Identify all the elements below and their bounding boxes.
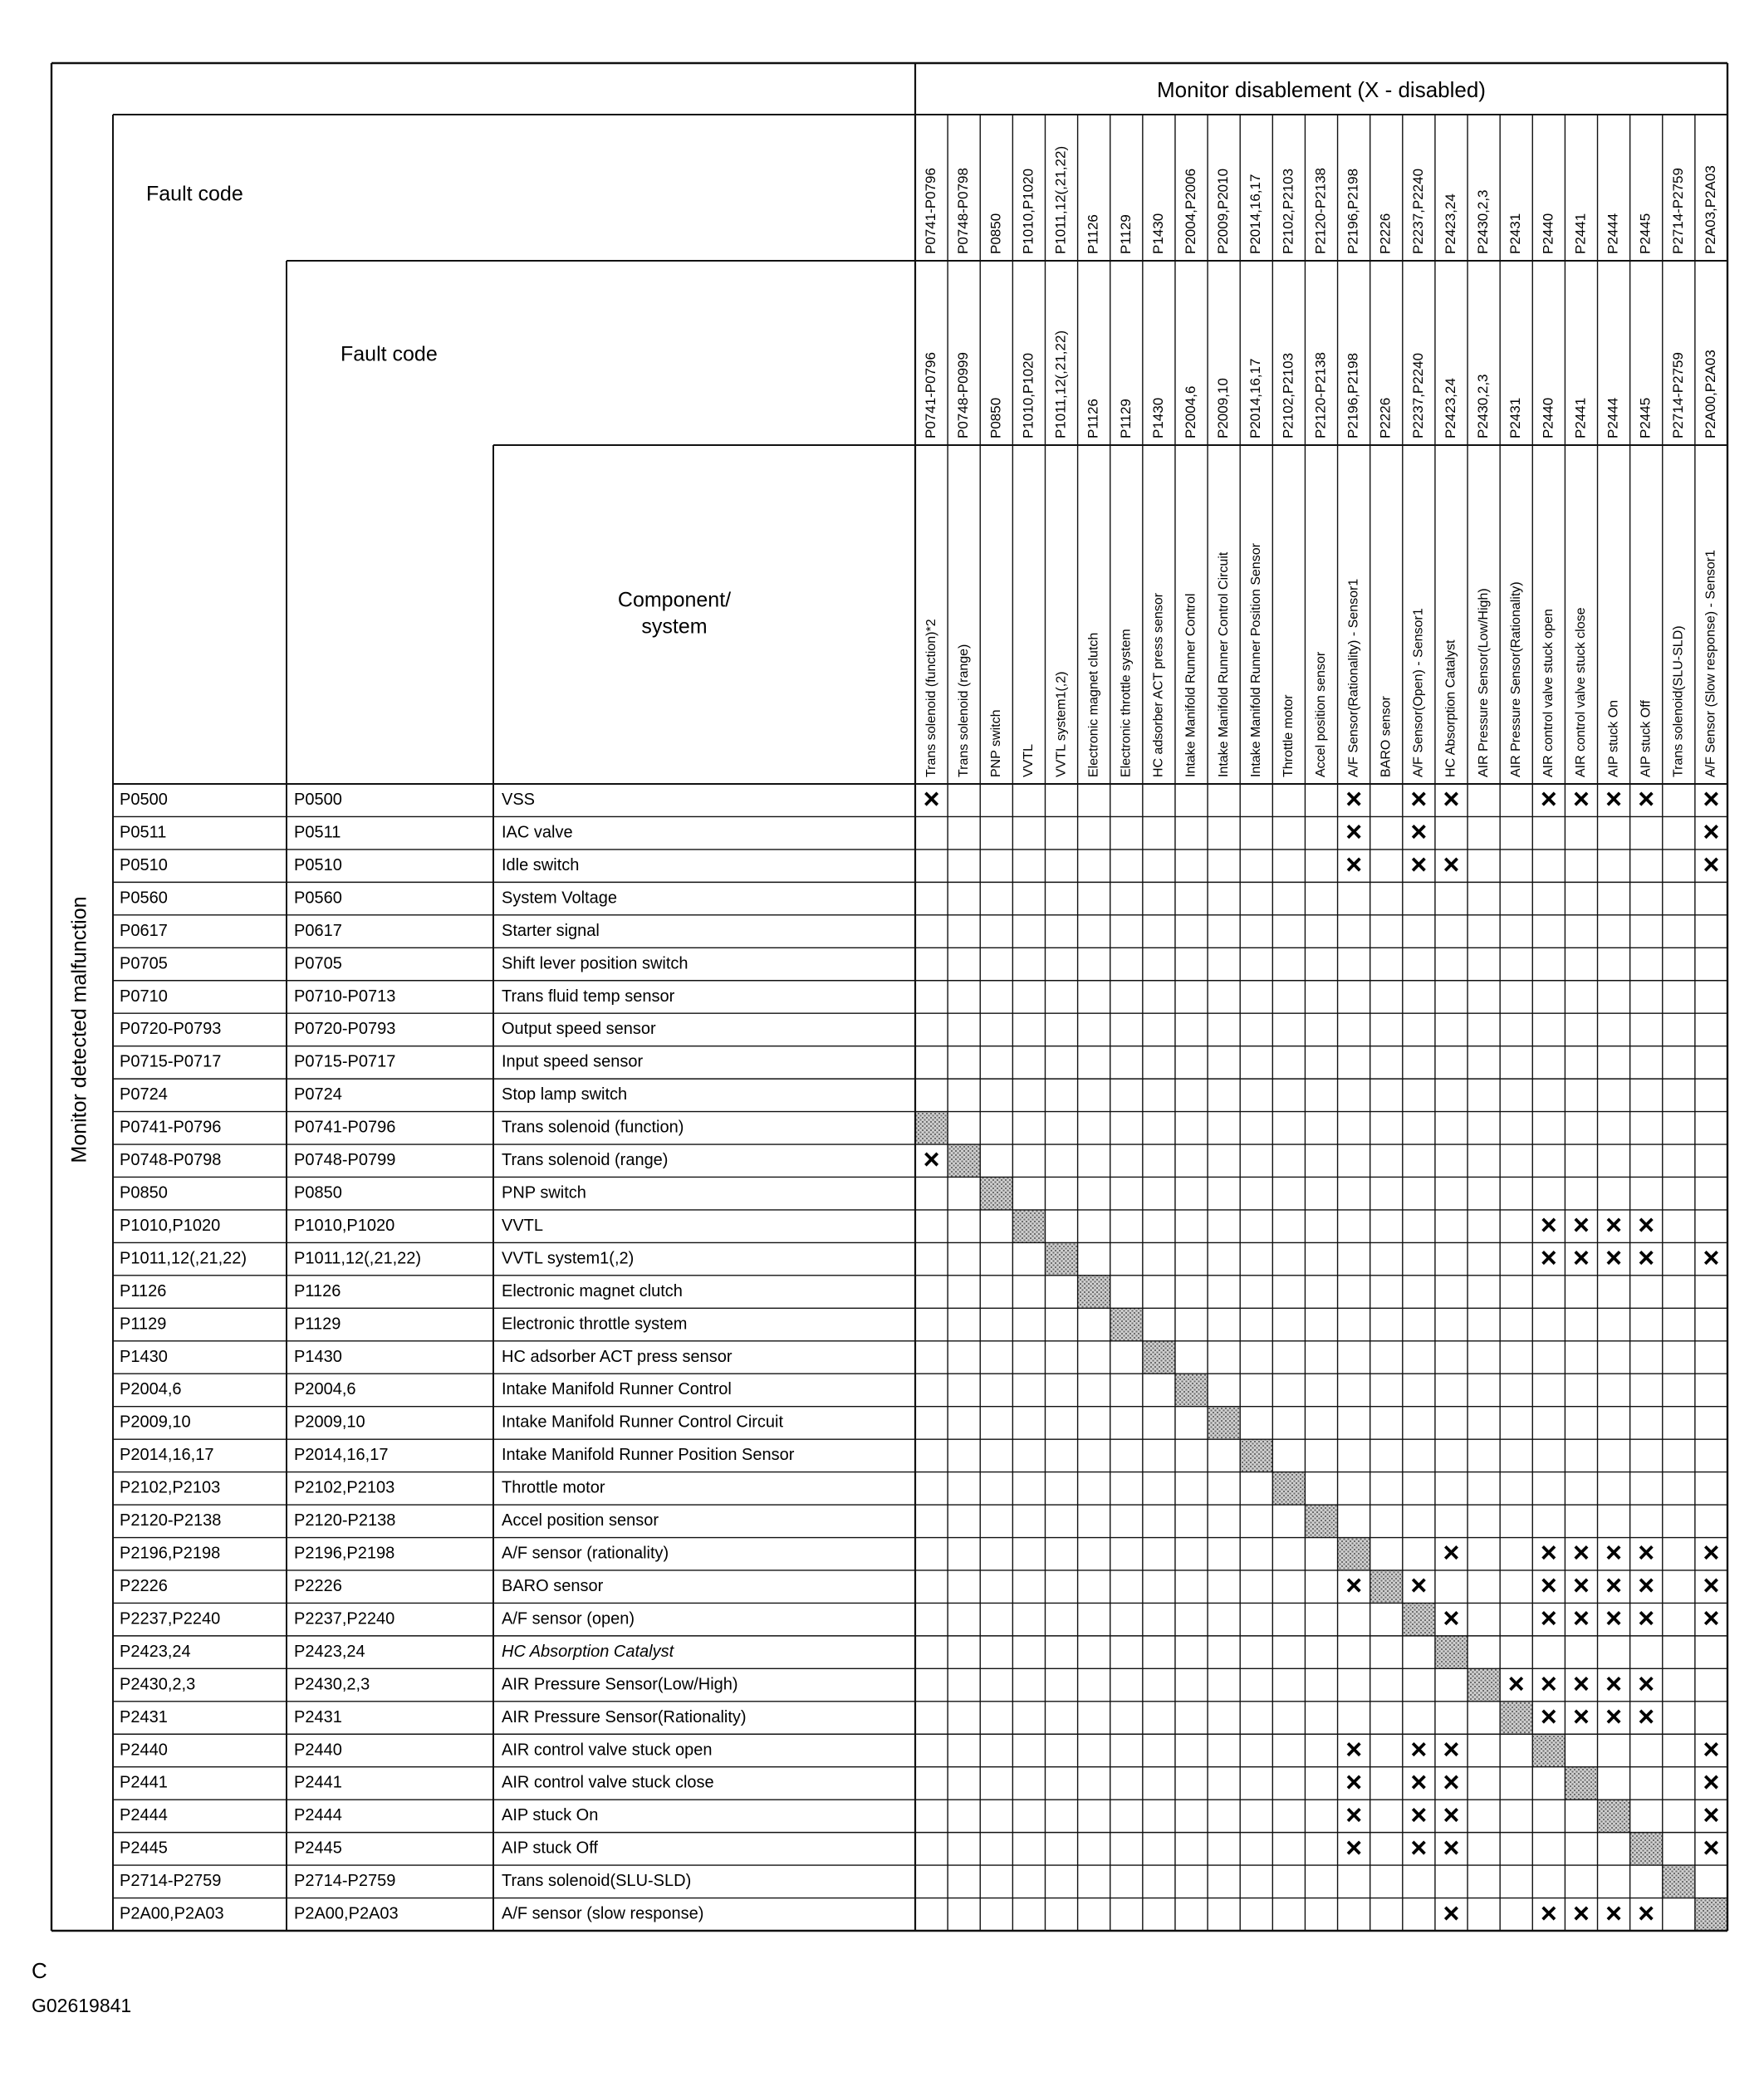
row-code-2: P1129 [294, 1315, 341, 1334]
row-code-2: P2226 [294, 1576, 342, 1595]
disabled-mark: × [1443, 1832, 1460, 1864]
row-code-2: P2423,24 [294, 1642, 365, 1661]
row-component: Electronic magnet clutch [502, 1281, 683, 1300]
disabled-mark: × [1540, 1209, 1557, 1241]
row-component: HC adsorber ACT press sensor [502, 1347, 733, 1366]
row-code-2: P1430 [294, 1347, 342, 1366]
column-code-1: P2009,P2010 [1215, 168, 1232, 254]
row-code-2: P2444 [294, 1806, 342, 1825]
column-code-2: P2714-P2759 [1669, 352, 1686, 438]
row-component: PNP switch [502, 1183, 586, 1202]
row-code-2: P0748-P0799 [294, 1151, 396, 1170]
shaded-cell [1208, 1407, 1240, 1439]
disabled-mark: × [1345, 1832, 1363, 1864]
disabled-mark: × [1638, 1701, 1655, 1733]
row-code-2: P2004,6 [294, 1380, 356, 1399]
figure-id: G02619841 [32, 1995, 132, 2016]
shaded-cell [1435, 1636, 1468, 1668]
disabled-mark: × [1443, 849, 1460, 881]
disabled-mark: × [1443, 1537, 1460, 1570]
disabled-mark: × [1540, 1242, 1557, 1275]
row-component: AIR control valve stuck open [502, 1741, 713, 1760]
row-code-2: P2196,P2198 [294, 1544, 395, 1563]
shaded-cell [1630, 1833, 1663, 1865]
row-code-1: P2431 [120, 1707, 168, 1726]
disabled-mark: × [1573, 1668, 1590, 1701]
row-code-1: P1129 [120, 1315, 167, 1334]
disabled-mark: × [1540, 1701, 1557, 1733]
disabled-mark: × [1410, 783, 1428, 815]
disabled-mark: × [1605, 1603, 1623, 1635]
disabled-mark: × [1443, 1766, 1460, 1799]
disabled-mark: × [1638, 1570, 1655, 1602]
column-code-1: P2440 [1540, 213, 1556, 254]
row-component: AIR Pressure Sensor(Rationality) [502, 1707, 747, 1726]
row-component: Accel position sensor [502, 1511, 659, 1530]
disabled-mark: × [1540, 1898, 1557, 1930]
column-code-1: P2237,P2240 [1409, 168, 1426, 254]
row-code-2: P1126 [294, 1281, 341, 1300]
row-code-2: P2A00,P2A03 [294, 1904, 399, 1923]
shaded-cell [1500, 1702, 1532, 1734]
column-code-1: P2714-P2759 [1669, 168, 1686, 254]
disabled-mark: × [1345, 783, 1363, 815]
row-code-1: P2430,2,3 [120, 1675, 196, 1694]
column-code-2: P1010,P1020 [1020, 352, 1036, 438]
column-code-1: P2423,24 [1442, 193, 1458, 254]
row-code-1: P2A00,P2A03 [120, 1904, 224, 1923]
disabled-mark: × [1443, 1898, 1460, 1930]
column-component: AIP stuck Off [1639, 700, 1654, 777]
row-code-1: P0741-P0796 [120, 1118, 222, 1137]
row-component: A/F sensor (open) [502, 1609, 635, 1628]
column-component: AIR control valve stuck close [1574, 607, 1589, 777]
column-code-2: P2431 [1507, 397, 1524, 438]
column-code-2: P2014,16,17 [1247, 358, 1264, 438]
row-component: BARO sensor [502, 1576, 604, 1595]
column-component: AIR Pressure Sensor(Rationality) [1508, 581, 1523, 777]
column-code-2: P2120-P2138 [1312, 352, 1329, 438]
row-code-1: P1430 [120, 1347, 168, 1366]
disabled-mark: × [1703, 1766, 1720, 1799]
row-code-1: P0617 [120, 921, 168, 940]
row-code-1: P2423,24 [120, 1642, 191, 1661]
shaded-cell [1110, 1308, 1143, 1340]
shaded-cell [915, 1112, 948, 1144]
row-code-1: P2196,P2198 [120, 1544, 221, 1563]
disabled-mark: × [1573, 1242, 1590, 1275]
column-component: Electronic throttle system [1119, 629, 1134, 777]
row-code-1: P1011,12(,21,22) [120, 1249, 247, 1268]
column-component: A/F Sensor(Rationality) - Sensor1 [1346, 578, 1361, 777]
row-code-1: P2102,P2103 [120, 1478, 221, 1497]
column-code-1: P2014,16,17 [1247, 174, 1264, 254]
row-component: IAC valve [502, 823, 573, 842]
column-code-2: P2445 [1637, 397, 1654, 438]
fault-code-header-2: Fault code [341, 342, 438, 366]
column-code-1: P2102,P2103 [1280, 168, 1296, 254]
row-component: A/F sensor (rationality) [502, 1544, 669, 1563]
disabled-mark: × [1410, 1733, 1428, 1765]
row-code-1: P2440 [120, 1741, 168, 1760]
disabled-mark: × [1703, 816, 1720, 849]
disabled-mark: × [1345, 1766, 1363, 1799]
disabled-mark: × [1638, 1603, 1655, 1635]
row-code-1: P0510 [120, 855, 168, 874]
column-component: A/F Sensor(Open) - Sensor1 [1411, 608, 1426, 777]
row-code-2: P0511 [294, 823, 341, 842]
row-code-1: P2009,10 [120, 1413, 191, 1432]
disabled-mark: × [1443, 1799, 1460, 1831]
disabled-mark: × [1540, 1603, 1557, 1635]
row-code-2: P0500 [294, 791, 342, 810]
row-component: HC Absorption Catalyst [502, 1642, 674, 1661]
column-code-2: P0748-P0999 [955, 352, 972, 438]
row-code-2: P0710-P0713 [294, 987, 396, 1006]
disabled-mark: × [1410, 1766, 1428, 1799]
disabled-mark: × [1703, 849, 1720, 881]
column-code-1: P0741-P0796 [923, 168, 939, 254]
column-code-2: P2226 [1377, 397, 1394, 438]
disabled-mark: × [1443, 1733, 1460, 1765]
row-code-2: P2430,2,3 [294, 1675, 370, 1694]
disabled-mark: × [1573, 1603, 1590, 1635]
row-code-2: P0724 [294, 1085, 342, 1104]
row-component: Input speed sensor [502, 1052, 644, 1071]
column-code-1: P1010,P1020 [1020, 168, 1036, 254]
row-code-1: P2014,16,17 [120, 1446, 214, 1465]
column-code-1: P1011,12(,21,22) [1052, 145, 1069, 254]
column-code-1: P1126 [1085, 214, 1101, 254]
row-component: System Voltage [502, 889, 617, 908]
column-code-1: P2226 [1377, 213, 1394, 254]
row-code-1: P0500 [120, 791, 168, 810]
row-code-1: P1010,P1020 [120, 1216, 221, 1235]
shaded-cell [1565, 1767, 1597, 1800]
disabled-mark: × [1605, 1898, 1623, 1930]
column-code-1: P2430,2,3 [1475, 189, 1492, 254]
disabled-mark: × [1605, 1701, 1623, 1733]
column-code-2: P1129 [1117, 399, 1134, 438]
row-component: Output speed sensor [502, 1020, 656, 1039]
disabled-mark: × [1638, 1537, 1655, 1570]
column-code-1: P2431 [1507, 213, 1524, 254]
column-code-2: P1430 [1149, 397, 1166, 438]
column-component: AIR control valve stuck open [1541, 609, 1556, 777]
row-code-1: P0511 [120, 823, 167, 842]
disabled-mark: × [1573, 1701, 1590, 1733]
disabled-mark: × [1638, 1209, 1655, 1241]
disabled-mark: × [1638, 1242, 1655, 1275]
column-code-2: P0850 [987, 397, 1004, 438]
disabled-mark: × [1703, 1799, 1720, 1831]
disabled-mark: × [1443, 1603, 1460, 1635]
row-code-2: P1010,P1020 [294, 1216, 395, 1235]
column-code-2: P0741-P0796 [923, 352, 939, 438]
row-code-1: P0710 [120, 987, 168, 1006]
row-component: Trans solenoid(SLU-SLD) [502, 1872, 692, 1891]
row-code-1: P2714-P2759 [120, 1872, 222, 1891]
disabled-mark: × [1345, 816, 1363, 849]
column-code-2: P2102,P2103 [1280, 352, 1296, 438]
column-code-1: P2444 [1605, 213, 1621, 254]
row-component: VSS [502, 791, 536, 810]
column-component: A/F Sensor (Slow response) - Sensor1 [1703, 550, 1718, 777]
disabled-mark: × [1410, 1570, 1428, 1602]
shaded-cell [980, 1177, 1012, 1209]
row-code-1: P2441 [120, 1773, 168, 1792]
disabled-mark: × [1703, 1603, 1720, 1635]
disabled-mark: × [1605, 1209, 1623, 1241]
row-component: AIR control valve stuck close [502, 1773, 714, 1792]
row-code-2: P2440 [294, 1741, 342, 1760]
disabled-mark: × [1573, 783, 1590, 815]
row-code-1: P0724 [120, 1085, 168, 1104]
disabled-mark: × [923, 783, 940, 815]
disabled-mark: × [1605, 1242, 1623, 1275]
disabled-mark: × [1573, 1537, 1590, 1570]
column-component: PNP switch [989, 709, 1004, 777]
shaded-cell [1468, 1668, 1500, 1701]
column-component: AIP stuck On [1606, 699, 1621, 777]
row-component: Trans solenoid (range) [502, 1151, 669, 1170]
disabled-mark: × [1507, 1668, 1525, 1701]
disabled-mark: × [1345, 1733, 1363, 1765]
footer-letter: C [32, 1958, 47, 1983]
row-code-2: P2014,16,17 [294, 1446, 389, 1465]
column-component: Trans solenoid (range) [956, 644, 971, 777]
row-code-2: P0617 [294, 921, 342, 940]
row-code-2: P2120-P2138 [294, 1511, 396, 1530]
shaded-cell [1143, 1341, 1175, 1374]
column-component: BARO sensor [1379, 696, 1394, 777]
shaded-cell [1305, 1505, 1337, 1537]
row-code-2: P0510 [294, 855, 342, 874]
disabled-mark: × [1703, 1537, 1720, 1570]
column-component: Throttle motor [1281, 694, 1296, 777]
disabled-mark: × [1703, 1242, 1720, 1275]
shaded-cell [1272, 1472, 1305, 1505]
shaded-cell [1370, 1570, 1403, 1603]
row-component: Trans solenoid (function) [502, 1118, 684, 1137]
column-code-2: P2423,24 [1442, 378, 1458, 438]
row-code-1: P2004,6 [120, 1380, 182, 1399]
column-code-2: P2004,6 [1183, 385, 1199, 438]
component-system-header: system [641, 615, 708, 639]
disabled-mark: × [1410, 1799, 1428, 1831]
row-component: AIP stuck On [502, 1806, 599, 1825]
column-code-1: P0850 [987, 213, 1004, 254]
row-component: VVTL [502, 1216, 544, 1235]
disabled-mark: × [1345, 849, 1363, 881]
shaded-cell [1598, 1800, 1630, 1832]
column-code-1: P0748-P0798 [955, 168, 972, 254]
column-component: VVTL [1022, 743, 1036, 777]
row-component: Intake Manifold Runner Position Sensor [502, 1446, 795, 1465]
row-code-1: P0705 [120, 954, 168, 973]
shaded-cell [1663, 1865, 1695, 1898]
column-code-2: P2009,10 [1215, 378, 1232, 438]
row-component: Idle switch [502, 855, 580, 874]
column-code-1: P2441 [1572, 213, 1589, 254]
row-code-2: P0715-P0717 [294, 1052, 396, 1071]
column-code-1: P2196,P2198 [1345, 168, 1361, 254]
column-code-2: P2430,2,3 [1475, 374, 1492, 438]
shaded-cell [1695, 1898, 1727, 1931]
row-code-2: P2714-P2759 [294, 1872, 396, 1891]
row-component: Starter signal [502, 921, 600, 940]
row-code-1: P0560 [120, 889, 168, 908]
column-code-1: P2445 [1637, 213, 1654, 254]
column-component: HC Absorption Catalyst [1443, 639, 1458, 777]
column-code-2: P2196,P2198 [1345, 352, 1361, 438]
row-code-2: P0741-P0796 [294, 1118, 396, 1137]
column-code-2: P1011,12(,21,22) [1052, 330, 1069, 438]
row-code-2: P2441 [294, 1773, 342, 1792]
row-code-2: P1011,12(,21,22) [294, 1249, 422, 1268]
column-component: VVTL system1(,2) [1054, 671, 1069, 777]
disabled-mark: × [1443, 783, 1460, 815]
row-component: Shift lever position switch [502, 954, 688, 973]
row-code-2: P2237,P2240 [294, 1609, 395, 1628]
row-code-1: P0715-P0717 [120, 1052, 222, 1071]
row-code-1: P1126 [120, 1281, 167, 1300]
column-component: Trans solenoid (function)*2 [924, 619, 938, 777]
fault-code-header-1: Fault code [146, 182, 243, 206]
disabled-mark: × [1540, 1537, 1557, 1570]
row-component: AIP stuck Off [502, 1839, 598, 1858]
disabled-mark: × [1638, 1898, 1655, 1930]
disabled-mark: × [1638, 1668, 1655, 1701]
shaded-cell [948, 1144, 980, 1177]
shaded-cell [1240, 1439, 1272, 1472]
disabled-mark: × [1605, 1570, 1623, 1602]
row-component: VVTL system1(,2) [502, 1249, 635, 1268]
row-component: Intake Manifold Runner Control [502, 1380, 732, 1399]
disabled-mark: × [1345, 1799, 1363, 1831]
monitor-disablement-title: Monitor disablement (X - disabled) [1157, 76, 1486, 102]
column-code-1: P2004,P2006 [1183, 168, 1199, 254]
table-text [68, 77, 1720, 1929]
disabled-mark: × [1410, 816, 1428, 849]
column-code-2: P1126 [1085, 399, 1101, 438]
shaded-cell [1338, 1538, 1370, 1570]
column-component: Intake Manifold Runner Position Sensor [1248, 543, 1263, 777]
row-code-1: P2444 [120, 1806, 168, 1825]
row-component: Trans fluid temp sensor [502, 987, 675, 1006]
row-code-1: P2445 [120, 1839, 168, 1858]
row-code-2: P2009,10 [294, 1413, 365, 1432]
column-code-2: P2444 [1605, 397, 1621, 438]
disabled-mark: × [1573, 1898, 1590, 1930]
column-component: HC adsorber ACT press sensor [1151, 592, 1166, 777]
column-code-2: P2440 [1540, 397, 1556, 438]
disabled-mark: × [1605, 1537, 1623, 1570]
shaded-cell [1175, 1374, 1208, 1406]
row-code-2: P2431 [294, 1707, 342, 1726]
disabled-mark: × [1345, 1570, 1363, 1602]
column-code-1: P2A03,P2A03 [1702, 165, 1718, 254]
row-component: A/F sensor (slow response) [502, 1904, 704, 1923]
row-code-2: P0705 [294, 954, 342, 973]
disabled-mark: × [1540, 783, 1557, 815]
row-code-1: P0720-P0793 [120, 1020, 222, 1039]
disabled-mark: × [1573, 1570, 1590, 1602]
row-code-2: P2445 [294, 1839, 342, 1858]
disabled-mark: × [923, 1143, 940, 1176]
disabled-mark: × [1703, 1570, 1720, 1602]
row-component: Electronic throttle system [502, 1315, 688, 1334]
column-code-1: P1129 [1117, 214, 1134, 254]
row-code-1: P0748-P0798 [120, 1151, 222, 1170]
row-component: Throttle motor [502, 1478, 605, 1497]
row-code-2: P0720-P0793 [294, 1020, 396, 1039]
disabled-mark: × [1605, 783, 1623, 815]
side-label: Monitor detected malfunction [67, 896, 91, 1163]
row-code-2: P0560 [294, 889, 342, 908]
column-component: Electronic magnet clutch [1086, 632, 1101, 777]
component-system-header: Component/ [617, 588, 732, 612]
column-code-2: P2237,P2240 [1409, 352, 1426, 438]
column-code-2: P2A00,P2A03 [1702, 350, 1718, 438]
row-component: AIR Pressure Sensor(Low/High) [502, 1675, 738, 1694]
column-code-1: P2120-P2138 [1312, 168, 1329, 254]
disabled-mark: × [1540, 1570, 1557, 1602]
disabled-mark: × [1703, 783, 1720, 815]
shaded-cell [1403, 1603, 1435, 1635]
row-component: Stop lamp switch [502, 1085, 628, 1104]
column-component: Trans solenoid(SLU-SLD) [1671, 625, 1686, 777]
column-component: Accel position sensor [1314, 651, 1329, 777]
column-component: Intake Manifold Runner Control [1183, 593, 1198, 777]
column-component: AIR Pressure Sensor(Low/High) [1476, 588, 1491, 777]
disabled-mark: × [1410, 849, 1428, 881]
row-code-1: P2237,P2240 [120, 1609, 221, 1628]
shaded-cell [1045, 1242, 1077, 1275]
disabled-mark: × [1605, 1668, 1623, 1701]
disabled-mark: × [1573, 1209, 1590, 1241]
row-code-1: P2226 [120, 1576, 168, 1595]
disabled-mark: × [1703, 1832, 1720, 1864]
row-component: Intake Manifold Runner Control Circuit [502, 1413, 784, 1432]
shaded-cell [1532, 1734, 1565, 1766]
shaded-cell [1012, 1210, 1045, 1242]
disabled-mark: × [1703, 1733, 1720, 1765]
column-code-1: P1430 [1149, 213, 1166, 254]
shaded-cell [1078, 1276, 1110, 1308]
row-code-1: P2120-P2138 [120, 1511, 222, 1530]
disabled-mark: × [1410, 1832, 1428, 1864]
row-code-1: P0850 [120, 1183, 168, 1202]
disabled-mark: × [1638, 783, 1655, 815]
column-code-2: P2441 [1572, 397, 1589, 438]
row-code-2: P0850 [294, 1183, 342, 1202]
row-code-2: P2102,P2103 [294, 1478, 395, 1497]
column-component: Intake Manifold Runner Control Circuit [1216, 551, 1231, 777]
disabled-mark: × [1540, 1668, 1557, 1701]
